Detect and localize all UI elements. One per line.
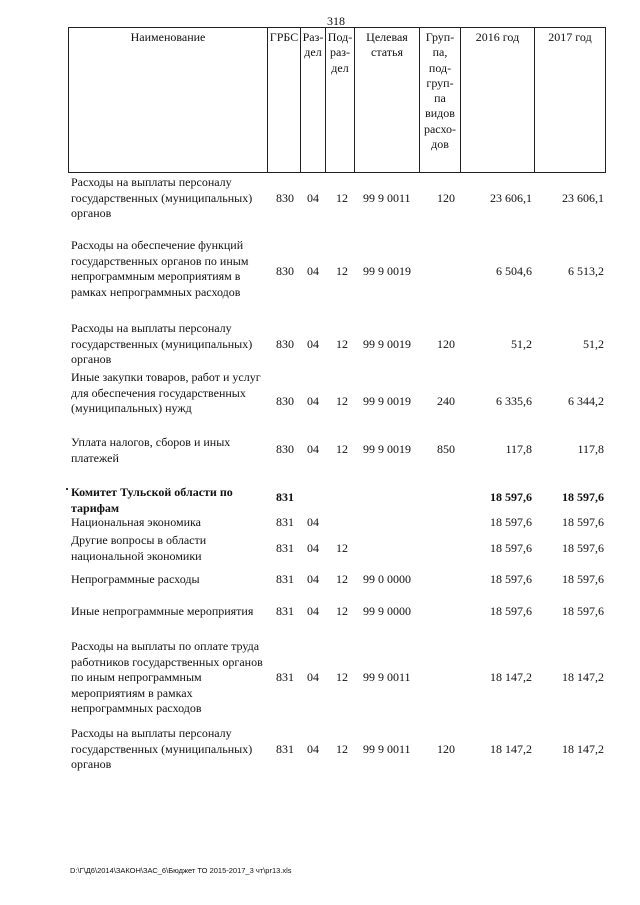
row-name: Иные непрограммные мероприятия: [71, 604, 254, 618]
row-grbs: 830: [276, 442, 294, 456]
row-razdel: 04: [307, 541, 319, 555]
header-podrazdel: Под- раз- дел: [326, 28, 355, 173]
row-razdel: 04: [307, 442, 319, 456]
header-celevaya: Целевая статья: [355, 28, 420, 173]
row-grbs: 831: [276, 742, 294, 756]
row-vid: 120: [437, 191, 455, 205]
row-y2017: 6 344,2: [568, 394, 604, 408]
row-y2016: 18 597,6: [490, 490, 532, 504]
header-name: Наименование: [69, 28, 268, 173]
row-name: Расходы на выплаты персоналу государственных (муниципальных) органов: [71, 175, 253, 221]
row-name: Комитет Тульской области по тарифам: [71, 485, 233, 515]
row-name: Уплата налогов, сборов и иных платежей: [71, 435, 231, 465]
row-grbs: 830: [276, 191, 294, 205]
row-podrazdel: 12: [336, 337, 348, 351]
row-celevaya: 99 9 0000: [363, 604, 411, 618]
row-name: Расходы на выплаты по оплате труда работников государственных органов по иным непрограммным мероприятиям в рамках непрограммных расходов: [71, 639, 263, 716]
row-razdel: 04: [307, 670, 319, 684]
row-podrazdel: 12: [336, 541, 348, 555]
row-razdel: 04: [307, 604, 319, 618]
row-y2017: 117,8: [577, 442, 604, 456]
header-y2016: 2016 год: [461, 28, 535, 173]
row-vid: 120: [437, 337, 455, 351]
row-celevaya: 99 9 0011: [363, 670, 411, 684]
row-celevaya: 99 9 0019: [363, 442, 411, 456]
row-vid: 120: [437, 742, 455, 756]
row-y2017: 18 597,6: [562, 541, 604, 555]
row-celevaya: 99 9 0019: [363, 394, 411, 408]
row-razdel: 04: [307, 394, 319, 408]
row-celevaya: 99 9 0011: [363, 742, 411, 756]
row-y2016: 18 597,6: [490, 541, 532, 555]
row-name: Расходы на обеспечение функций государственных органов по иным непрограммным мероприятиям в рамках непрограммных расходов: [71, 238, 249, 299]
row-grbs: 831: [276, 541, 294, 555]
row-razdel: 04: [307, 515, 319, 529]
row-name: Иные закупки товаров, работ и услуг для обеспечения государственных (муниципальных) нужд: [71, 370, 261, 416]
row-grbs: 830: [276, 264, 294, 278]
row-y2017: 18 597,6: [562, 490, 604, 504]
row-grbs: 830: [276, 337, 294, 351]
row-podrazdel: 12: [336, 264, 348, 278]
row-razdel: 04: [307, 742, 319, 756]
row-y2016: 117,8: [505, 442, 532, 456]
row-podrazdel: 12: [336, 442, 348, 456]
row-podrazdel: 12: [336, 670, 348, 684]
header-grbs: ГРБС: [268, 28, 301, 173]
header-vid: Груп- па, под- груп- па видов расхо- дов: [420, 28, 461, 173]
row-name: Непрограммные расходы: [71, 572, 200, 586]
row-grbs: 830: [276, 394, 294, 408]
row-name: Расходы на выплаты персоналу государственных (муниципальных) органов: [71, 321, 253, 367]
row-podrazdel: 12: [336, 604, 348, 618]
row-celevaya: 99 9 0019: [363, 337, 411, 351]
row-y2017: 18 597,6: [562, 572, 604, 586]
row-grbs: 831: [276, 490, 294, 504]
row-y2017: 18 147,2: [562, 742, 604, 756]
row-y2016: 18 597,6: [490, 572, 532, 586]
row-podrazdel: 12: [336, 572, 348, 586]
row-y2016: 51,2: [511, 337, 532, 351]
scan-mark: [66, 488, 68, 490]
row-y2017: 18 597,6: [562, 515, 604, 529]
row-razdel: 04: [307, 264, 319, 278]
row-podrazdel: 12: [336, 394, 348, 408]
row-y2016: 6 504,6: [496, 264, 532, 278]
file-path: D:\Г\Д6\2014\ЗАКОН\ЗАС_6\Бюджет ТО 2015-2017_3 чт\pr13.xls: [70, 866, 292, 875]
row-razdel: 04: [307, 572, 319, 586]
header-y2017: 2017 год: [535, 28, 606, 173]
row-y2017: 18 597,6: [562, 604, 604, 618]
row-y2016: 18 147,2: [490, 742, 532, 756]
row-y2017: 51,2: [583, 337, 604, 351]
row-name: Национальная экономика: [71, 515, 201, 529]
row-y2016: 23 606,1: [490, 191, 532, 205]
page-number: 318: [327, 14, 345, 28]
row-grbs: 831: [276, 515, 294, 529]
row-name: Другие вопросы в области национальной экономики: [71, 533, 207, 563]
row-y2017: 18 147,2: [562, 670, 604, 684]
row-y2016: 6 335,6: [496, 394, 532, 408]
row-y2017: 6 513,2: [568, 264, 604, 278]
table-header: [68, 27, 606, 173]
header-razdel: Раз- дел: [301, 28, 326, 173]
row-celevaya: 99 0 0000: [363, 572, 411, 586]
row-y2016: 18 147,2: [490, 670, 532, 684]
row-grbs: 831: [276, 572, 294, 586]
row-podrazdel: 12: [336, 191, 348, 205]
row-razdel: 04: [307, 191, 319, 205]
row-grbs: 831: [276, 604, 294, 618]
row-podrazdel: 12: [336, 742, 348, 756]
row-y2016: 18 597,6: [490, 515, 532, 529]
row-vid: 850: [437, 442, 455, 456]
row-y2016: 18 597,6: [490, 604, 532, 618]
row-grbs: 831: [276, 670, 294, 684]
row-y2017: 23 606,1: [562, 191, 604, 205]
row-celevaya: 99 9 0011: [363, 191, 411, 205]
row-celevaya: 99 9 0019: [363, 264, 411, 278]
row-vid: 240: [437, 394, 455, 408]
row-name: Расходы на выплаты персоналу государственных (муниципальных) органов: [71, 726, 253, 772]
row-razdel: 04: [307, 337, 319, 351]
